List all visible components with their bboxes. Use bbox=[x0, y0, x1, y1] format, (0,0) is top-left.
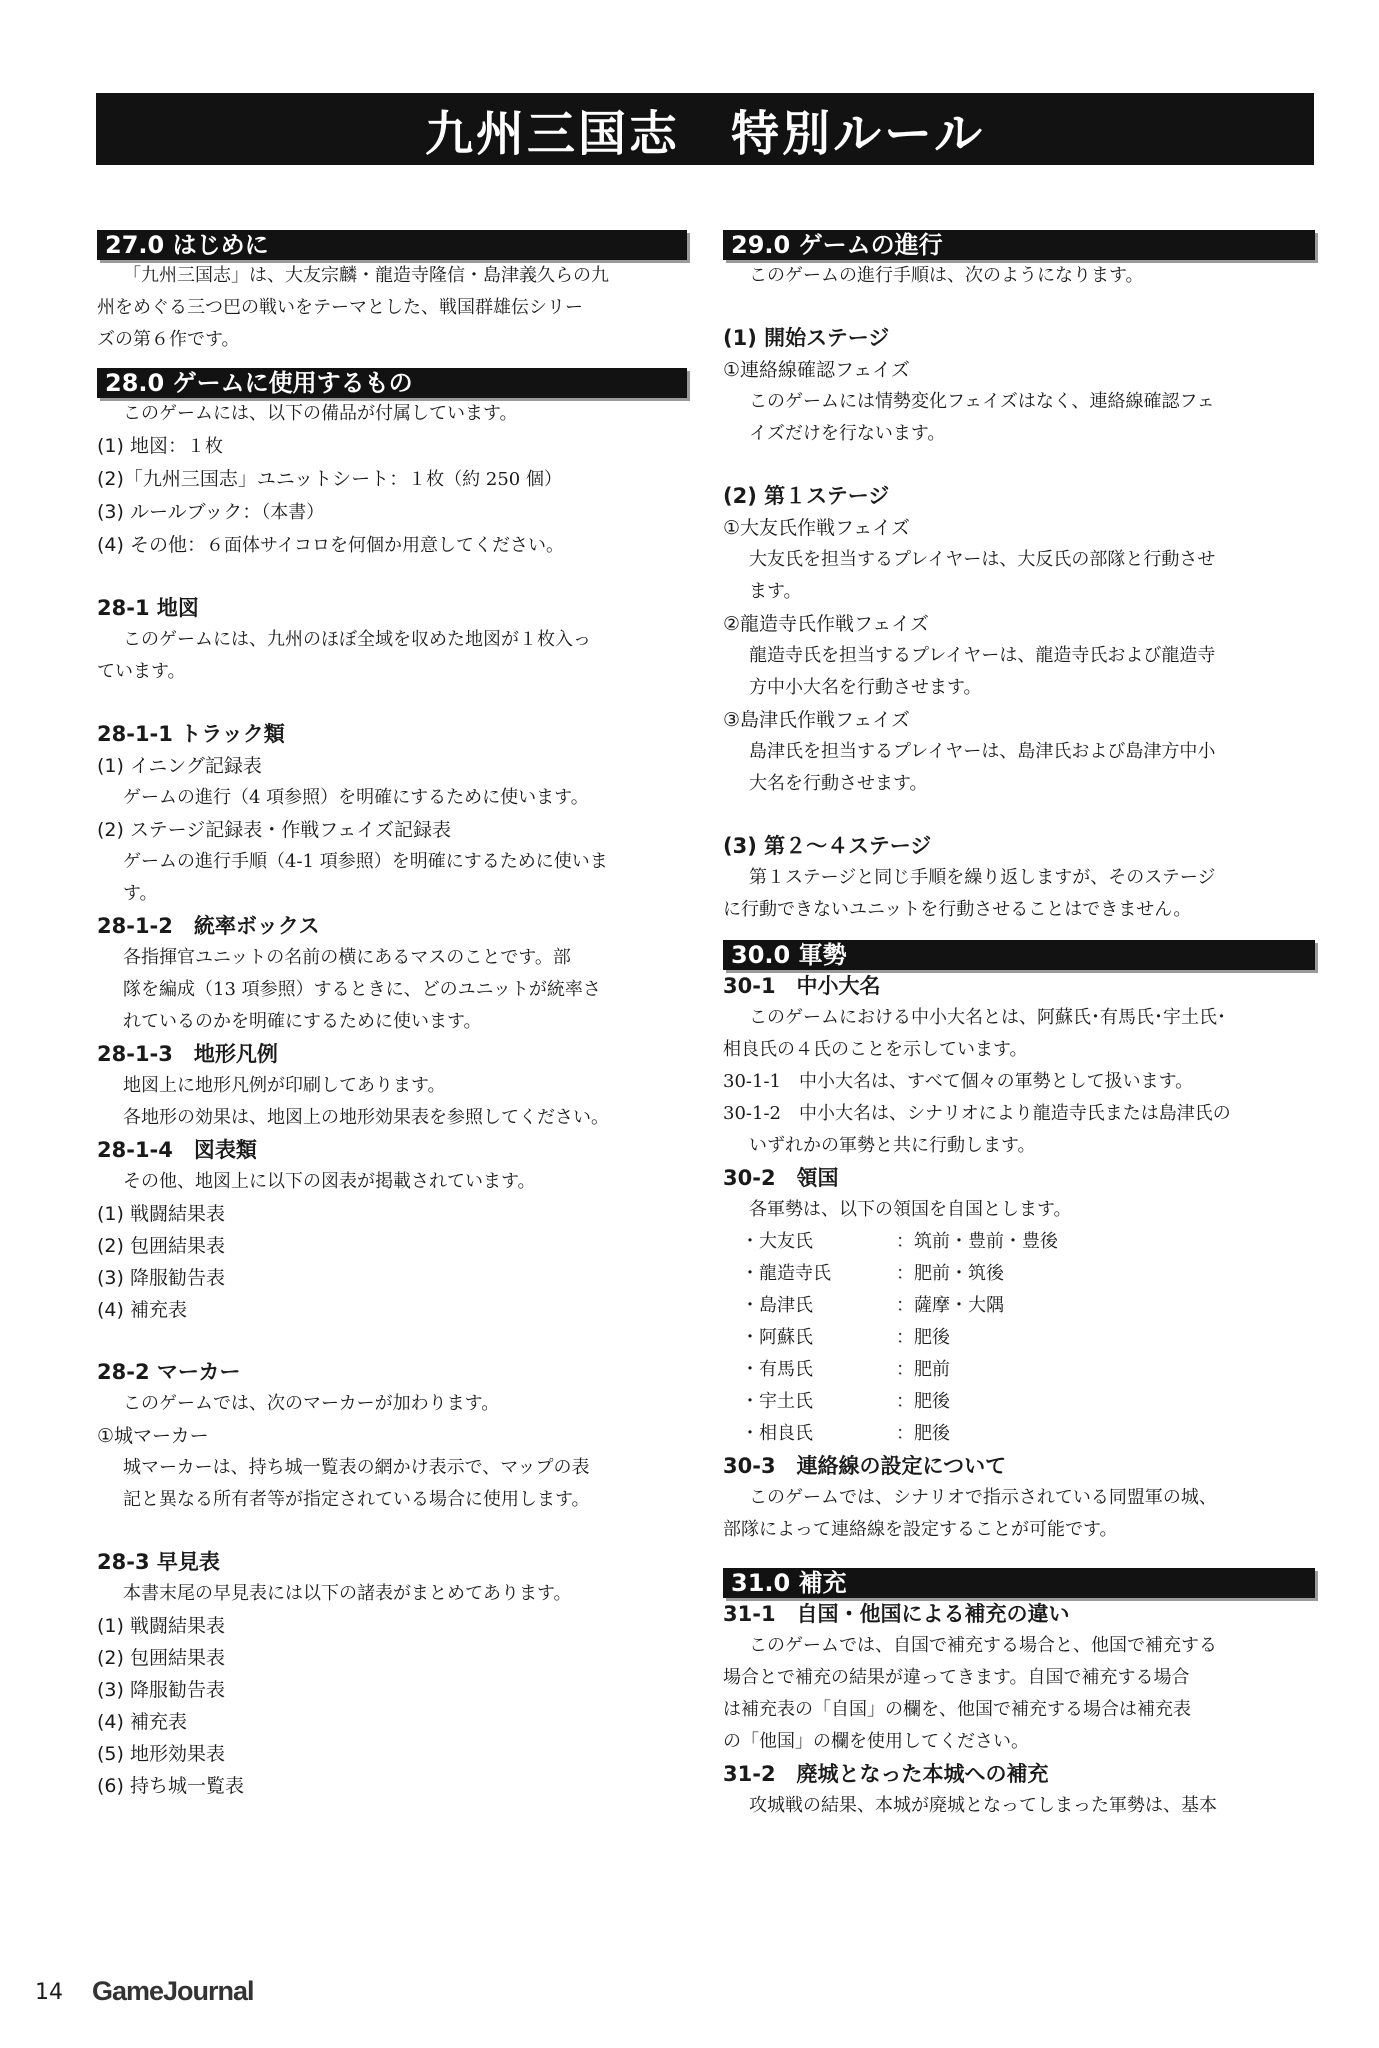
section-27-text: ズの第６作です。 bbox=[97, 329, 240, 350]
rule-30-1-2: 30-1-2 中小大名は、シナリオにより龍造寺氏または島津氏の bbox=[723, 1103, 1231, 1124]
right-column bbox=[723, 230, 1315, 1822]
phase-text: ます。 bbox=[749, 581, 802, 602]
section-30-1-heading: 30-1 中小大名 bbox=[723, 974, 881, 998]
section-28-heading: 28.0 ゲームに使用するもの bbox=[97, 368, 687, 398]
track-item-text: ゲームの進行（4 項参照）を明確にするために使います。 bbox=[123, 787, 589, 808]
page-number: 14 bbox=[35, 1980, 63, 2005]
section-28-1-4-intro: その他、地図上に以下の図表が掲載されています。 bbox=[123, 1171, 536, 1192]
chart-list-item: (2) 包囲結果表 bbox=[97, 1235, 225, 1257]
section-28-1-text: このゲームには、九州のほぼ全域を収めた地図が１枚入っ bbox=[123, 629, 591, 650]
section-30-3-text: 部隊によって連絡線を設定することが可能です。 bbox=[723, 1519, 1118, 1540]
domain-row: ・阿蘇氏 ：肥後 bbox=[741, 1327, 950, 1348]
section-31-1-text: の「他国」の欄を使用してください。 bbox=[723, 1731, 1029, 1752]
section-31-1-text: このゲームでは、自国で補充する場合と、他国で補充する bbox=[749, 1635, 1217, 1656]
section-28-1-3-heading: 28-1-3 地形凡例 bbox=[97, 1042, 278, 1066]
domain-row: ・宇土氏 ：肥後 bbox=[741, 1391, 950, 1412]
section-31-heading: 31.0 補充 bbox=[723, 1568, 1315, 1598]
domain-row: ・有馬氏 ：肥前 bbox=[741, 1359, 950, 1380]
section-28-1-2-heading: 28-1-2 統率ボックス bbox=[97, 914, 320, 938]
section-28-2-intro: このゲームでは、次のマーカーが加わります。 bbox=[123, 1393, 500, 1414]
section-30-1-text: このゲームにおける中小大名とは、阿蘇氏･有馬氏･宇土氏･ bbox=[749, 1007, 1226, 1028]
page-title: 九州三国志 特別ルール bbox=[96, 93, 1314, 165]
phase-heading: ②龍造寺氏作戦フェイズ bbox=[723, 613, 929, 635]
section-30-2-heading: 30-2 領国 bbox=[723, 1166, 839, 1190]
stage-1-heading: (2) 第１ステージ bbox=[723, 484, 890, 508]
castle-marker-heading: ①城マーカー bbox=[97, 1425, 209, 1447]
phase-text: 大友氏を担当するプレイヤーは、大反氏の部隊と行動させ bbox=[749, 549, 1216, 570]
quick-ref-item: (1) 戦闘結果表 bbox=[97, 1615, 225, 1637]
start-stage-heading: (1) 開始ステージ bbox=[723, 326, 890, 350]
chart-list-item: (4) 補充表 bbox=[97, 1299, 187, 1321]
phase-text: 大名を行動させます。 bbox=[749, 773, 928, 794]
section-31-2-heading: 31-2 廃城となった本城への補充 bbox=[723, 1762, 1049, 1786]
section-31-1-heading: 31-1 自国・他国による補充の違い bbox=[723, 1602, 1070, 1626]
section-28-1-3-text: 地図上に地形凡例が印刷してあります。 bbox=[123, 1075, 446, 1096]
domain-row: ・島津氏 ：薩摩・大隅 bbox=[741, 1295, 1004, 1316]
domain-row: ・龍造寺氏 ：肥前・筑後 bbox=[741, 1263, 1004, 1284]
domain-row: ・大友氏 ：筑前・豊前・豊後 bbox=[741, 1231, 1058, 1252]
phase-heading: ①連絡線確認フェイズ bbox=[723, 359, 910, 381]
section-28-1-2-text: 各指揮官ユニットの名前の横にあるマスのことです。部 bbox=[123, 947, 571, 968]
phase-text: 方中小大名を行動させます。 bbox=[749, 677, 982, 698]
track-item-heading: (1) イニング記録表 bbox=[97, 755, 262, 777]
components-item: (1) 地図：１枚 bbox=[97, 435, 223, 457]
chart-list-item: (3) 降服勧告表 bbox=[97, 1267, 225, 1289]
section-28-1-text: ています。 bbox=[97, 661, 186, 682]
track-item-text: ゲームの進行手順（4-1 項参照）を明確にするために使いま bbox=[123, 851, 608, 872]
phase-text: 龍造寺氏を担当するプレイヤーは、龍造寺氏および龍造寺 bbox=[749, 645, 1216, 666]
section-27-text: 「九州三国志」は、大友宗麟・龍造寺隆信・島津義久らの九 bbox=[123, 265, 609, 286]
phase-text: このゲームには情勢変化フェイズはなく、連絡線確認フェ bbox=[749, 391, 1215, 412]
section-28-1-2-text: 隊を編成（13 項参照）するときに、どのユニットが統率さ bbox=[123, 979, 601, 1000]
section-28-1-1-heading: 28-1-1 トラック類 bbox=[97, 722, 285, 746]
components-item: (2)「九州三国志」ユニットシート：１枚（約 250 個） bbox=[97, 468, 562, 490]
phase-text: 島津氏を担当するプレイヤーは、島津氏および島津方中小 bbox=[749, 741, 1216, 762]
section-31-2-text: 攻城戦の結果、本城が廃城となってしまった軍勢は、基本 bbox=[749, 1795, 1217, 1816]
section-30-3-heading: 30-3 連絡線の設定について bbox=[723, 1454, 1007, 1478]
section-30-1-text: 相良氏の４氏のことを示しています。 bbox=[723, 1039, 1028, 1060]
section-27-heading: 27.0 はじめに bbox=[97, 230, 687, 260]
section-28-3-intro: 本書末尾の早見表には以下の諸表がまとめてあります。 bbox=[123, 1583, 572, 1604]
track-item-text: す。 bbox=[123, 883, 158, 904]
phase-text: イズだけを行ないます。 bbox=[749, 423, 946, 444]
phase-heading: ①大友氏作戦フェイズ bbox=[723, 517, 910, 539]
phase-heading: ③島津氏作戦フェイズ bbox=[723, 709, 910, 731]
section-31-1-text: 場合とで補充の結果が違ってきます。自国で補充する場合 bbox=[723, 1667, 1190, 1688]
quick-ref-item: (6) 持ち城一覧表 bbox=[97, 1775, 244, 1797]
rule-30-1-1: 30-1-1 中小大名は、すべて個々の軍勢として扱います。 bbox=[723, 1071, 1194, 1092]
track-item-heading: (2) ステージ記録表・作戦フェイズ記録表 bbox=[97, 819, 452, 841]
section-29-heading: 29.0 ゲームの進行 bbox=[723, 230, 1315, 260]
castle-marker-text: 城マーカーは、持ち城一覧表の網かけ表示で、マップの表 bbox=[123, 1457, 590, 1478]
section-28-1-heading: 28-1 地図 bbox=[97, 596, 199, 620]
publisher-logo: GameJournal bbox=[92, 1976, 254, 2006]
section-30-3-text: このゲームでは、シナリオで指示されている同盟軍の城、 bbox=[749, 1487, 1217, 1508]
section-30-heading: 30.0 軍勢 bbox=[723, 940, 1315, 970]
stage-2-4-text: に行動できないユニットを行動させることはできません。 bbox=[723, 899, 1192, 920]
section-28-1-3-text: 各地形の効果は、地図上の地形効果表を参照してください。 bbox=[123, 1107, 609, 1128]
quick-ref-item: (4) 補充表 bbox=[97, 1711, 187, 1733]
rule-30-1-2-cont: いずれかの軍勢と共に行動します。 bbox=[749, 1135, 1036, 1156]
quick-ref-item: (2) 包囲結果表 bbox=[97, 1647, 225, 1669]
section-28-1-2-text: れているのかを明確にするために使います。 bbox=[123, 1011, 482, 1032]
section-30-2-intro: 各軍勢は、以下の領国を自国とします。 bbox=[749, 1199, 1072, 1220]
stage-2-4-heading: (3) 第２～４ステージ bbox=[723, 834, 932, 858]
domain-row: ・相良氏 ：肥後 bbox=[741, 1423, 950, 1444]
components-item: (3) ルールブック：（本書） bbox=[97, 501, 325, 523]
section-28-3-heading: 28-3 早見表 bbox=[97, 1550, 220, 1574]
components-item: (4) その他：６面体サイコロを何個か用意してください。 bbox=[97, 534, 564, 556]
quick-ref-item: (3) 降服勧告表 bbox=[97, 1679, 225, 1701]
quick-ref-item: (5) 地形効果表 bbox=[97, 1743, 225, 1765]
section-27-text: 州をめぐる三つ巴の戦いをテーマとした、戦国群雄伝シリー bbox=[97, 297, 583, 318]
section-28-intro: このゲームには、以下の備品が付属しています。 bbox=[123, 403, 518, 424]
section-29-intro: このゲームの進行手順は、次のようになります。 bbox=[749, 265, 1144, 286]
left-column bbox=[97, 230, 687, 1802]
section-31-1-text: は補充表の「自国」の欄を、他国で補充する場合は補充表 bbox=[723, 1699, 1191, 1720]
section-28-1-4-heading: 28-1-4 図表類 bbox=[97, 1138, 257, 1162]
castle-marker-text: 記と異なる所有者等が指定されている場合に使用します。 bbox=[123, 1489, 590, 1510]
stage-2-4-text: 第１ステージと同じ手順を繰り返しますが、そのステージ bbox=[749, 867, 1216, 888]
section-28-2-heading: 28-2 マーカー bbox=[97, 1360, 241, 1384]
chart-list-item: (1) 戦闘結果表 bbox=[97, 1203, 225, 1225]
